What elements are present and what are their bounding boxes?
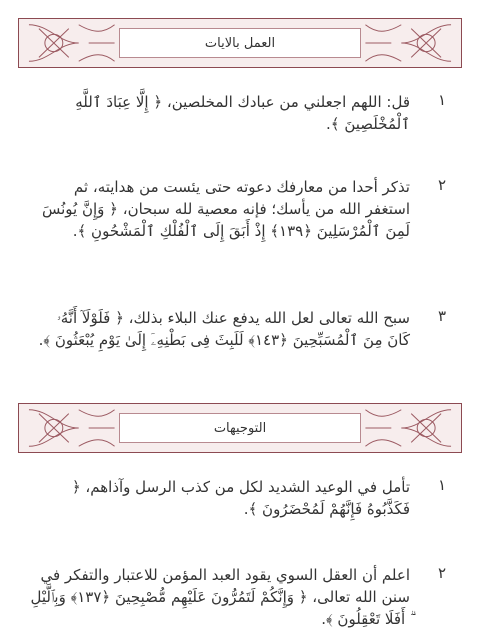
- item-number: ٢: [437, 176, 446, 194]
- section-title: التوجيهات: [213, 420, 267, 436]
- item-number: ١: [437, 476, 446, 494]
- item-text: تأمل في الوعيد الشديد لكل من كذب الرسل وآذاهم، ﴿ فَكَذَّبُوهُ فَإِنَّهُمْ لَمُحْضَرُونَ ﴾.: [71, 478, 410, 518]
- item-text: قل: اللهم اجعلني من عبادك المخلصين، ﴿ إِلَّا عِبَادَ ٱللَّهِ ٱلْمُخْلَصِينَ ﴾.: [75, 93, 410, 133]
- section-title-box: [119, 413, 361, 443]
- item-number: ٢: [437, 564, 446, 582]
- section-title: العمل بالايات: [204, 35, 276, 51]
- item-text: تذكر أحدا من معارفك دعوته حتى يئست من هدايته، ثم استغفر الله من يأسك؛ فإنه معصية لله سبحان، ﴿ وَإِنَّ يُونُسَ لَمِنَ ٱلْمُرْسَلِينَ ﴿١٣٩﴾ إِذْ أَبَقَ إِلَى ٱلْفُلْكِ ٱلْمَشْحُونِ ﴾.: [42, 178, 410, 240]
- section-title-box: [119, 28, 361, 58]
- item-text: اعلم أن العقل السوي يقود العبد المؤمن للاعتبار والتفكر في سنن الله تعالى، ﴿ وَإِنَّكُمْ لَتَمُرُّونَ عَلَيْهِم مُّصْبِحِينَ ﴿١٣٧﴾ وَبِٱلَّيْلِ ۗ أَفَلَا تَعْقِلُونَ ﴾.: [30, 566, 410, 628]
- section-header-tawjihat: [18, 403, 462, 453]
- item-text: سبح الله تعالى لعل الله يدفع عنك البلاء بذلك، ﴿ فَلَوْلَآ أَنَّهُۥ كَانَ مِنَ ٱلْمُسَبِّحِينَ ﴿١٤٣﴾ لَلَبِثَ فِى بَطْنِهِۦٓ إِلَىٰ يَوْمِ يُبْعَثُونَ ﴾.: [38, 309, 410, 349]
- item-number: ٣: [437, 307, 446, 325]
- item-number: ١: [437, 91, 446, 109]
- section-header-amal: [18, 18, 462, 68]
